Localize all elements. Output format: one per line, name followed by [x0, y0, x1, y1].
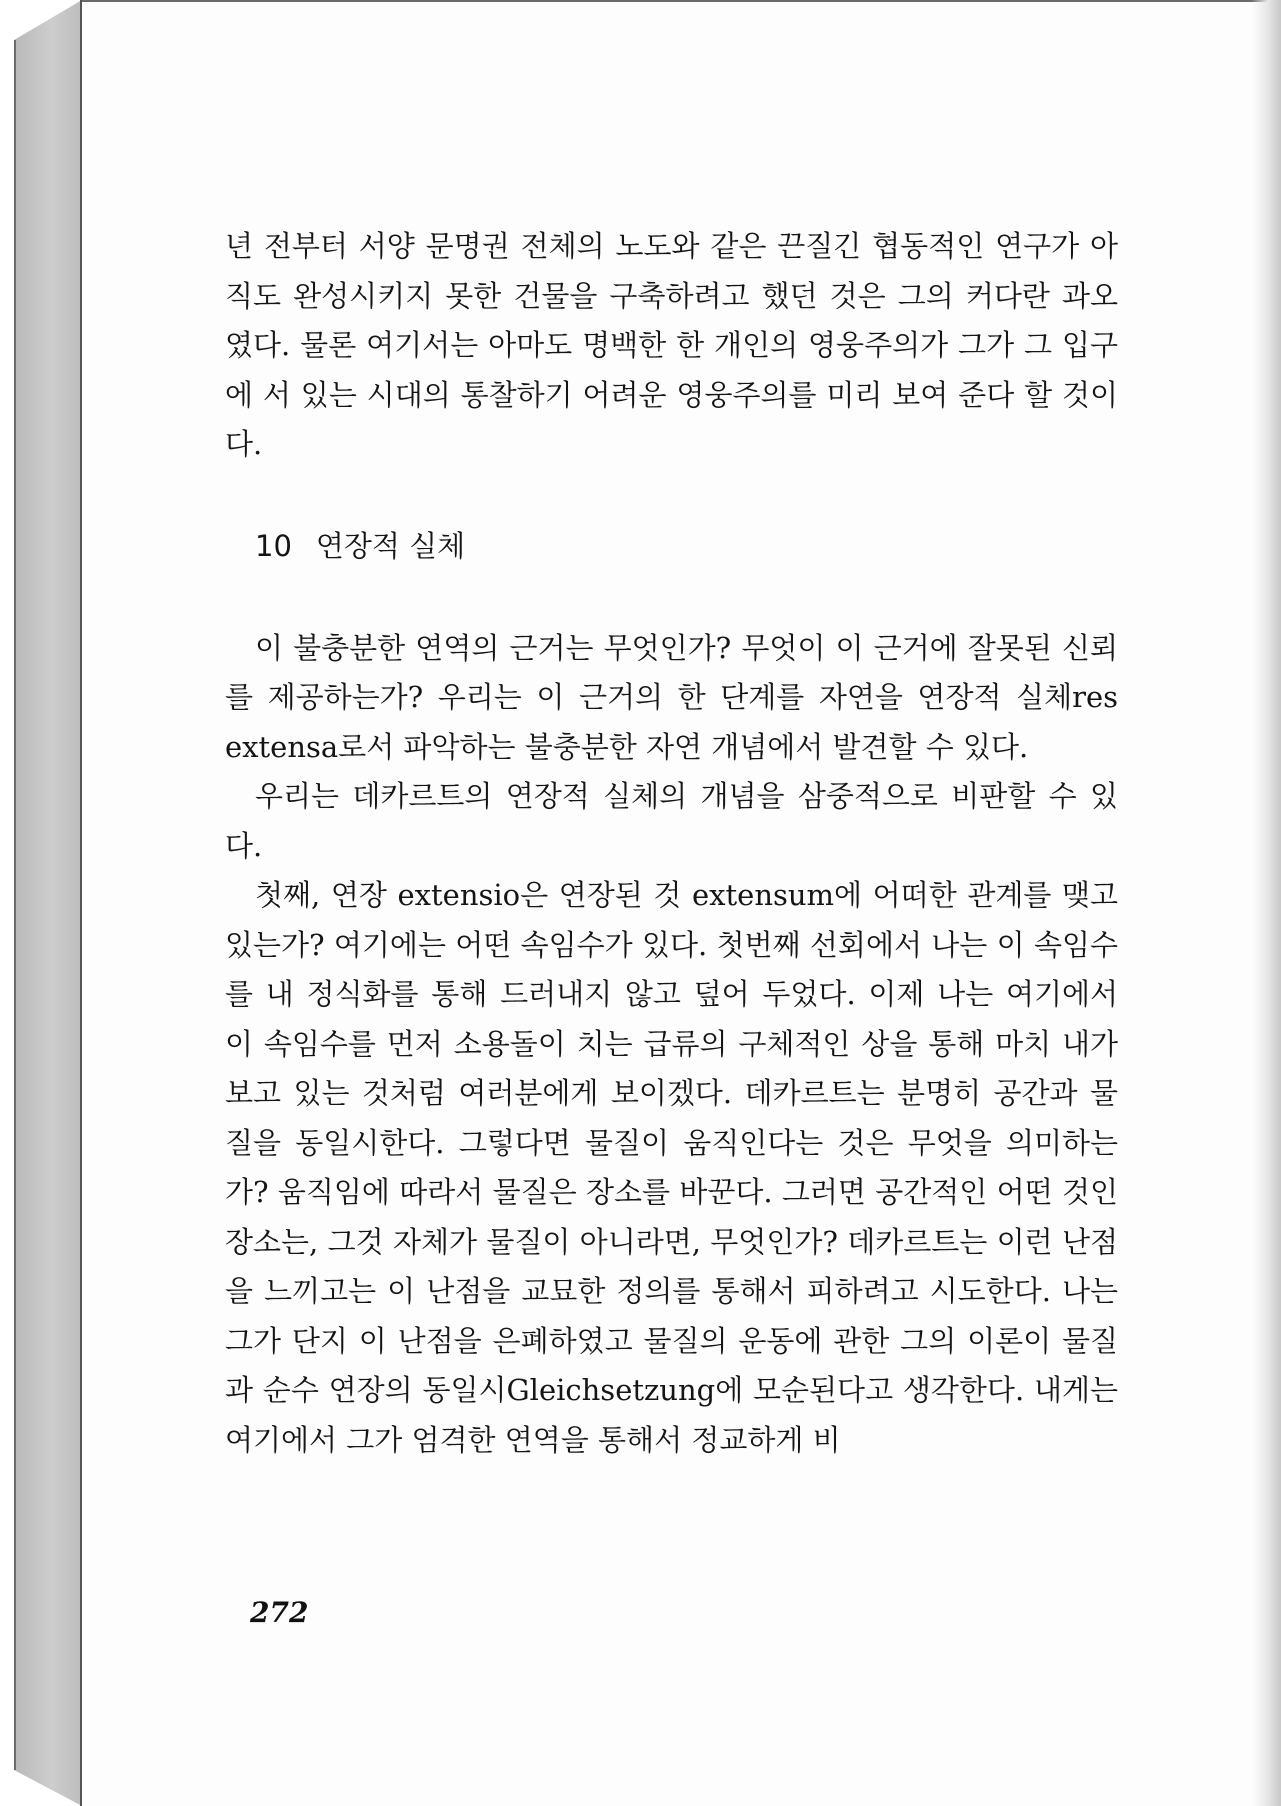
section-heading: [255, 526, 1118, 566]
paragraph: 이 불충분한 연역의 근거는 무엇인가? 무엇이 이 근거에 잘못된 신뢰를 제공하는가? 우리는 이 근거의 한 단계를 자연을 연장적 실체res extensa로서 파악하는 불충분한 자연 개념에서 발견할 수 있다.: [225, 630, 1118, 764]
paragraph-continued: 년 전부터 서양 문명권 전체의 노도와 같은 끈질긴 협동적인 연구가 아직도 완성시키지 못한 건물을 구축하려고 했던 것은 그의 커다란 과오였다. 물론 여기서는 아마도 명백한 한 개인의 영웅주의가 그가 그 입구에 서 있는 시대의 통찰하기 어려운 영웅주의를 미리 보여 준다 할 것이다.: [225, 229, 1118, 461]
section-title: 연장적 실체: [315, 528, 466, 563]
paragraph: 우리는 데카르트의 연장적 실체의 개념을 삼중적으로 비판할 수 있다.: [225, 779, 1118, 863]
spine-outer-edge: [14, 40, 16, 1770]
page-number: 272: [250, 1596, 309, 1629]
page-text: [225, 222, 1118, 1465]
section-number: 10: [255, 528, 292, 563]
spine-page-edge: [80, 0, 82, 1806]
paragraph: 첫째, 연장 extensio은 연장된 것 extensum에 어떠한 관계를 맺고 있는가? 여기에는 어떤 속임수가 있다. 첫번째 선회에서 나는 이 속임수를 내 정식화를 통해 드러내지 않고 덮어 두었다. 이제 나는 여기에서 이 속임수를 먼저 소용돌이 치는 급류의 구체적인 상을 통해 마치 내가 보고 있는 것처럼 여러분에게 보이겠다. 데카르트는 분명히 공간과 물질을 동일시한다. 그렇다면 물질이 움직인다는 것은 무엇을 의미하는가? 움직임에 따라서 물질은 장소를 바꾼다. 그러면 공간적인 어떤 것인 장소는, 그것 자체가 물질이 아니라면, 무엇인가? 데카르트는 이런 난점을 느끼고는 이 난점을 교묘한 정의를 통해서 피하려고 시도한다. 나는 그가 단지 이 난점을 은폐하였고 물질의 운동에 관한 그의 이론이 물질과 순수 연장의 동일시Gleichsetzung에 모순된다고 생각한다. 내게는 여기에서 그가 엄격한 연역을 통해서 정교하게 비: [225, 878, 1118, 1457]
book-spine: [14, 0, 82, 1806]
page-right-shadow: [1251, 0, 1281, 1806]
